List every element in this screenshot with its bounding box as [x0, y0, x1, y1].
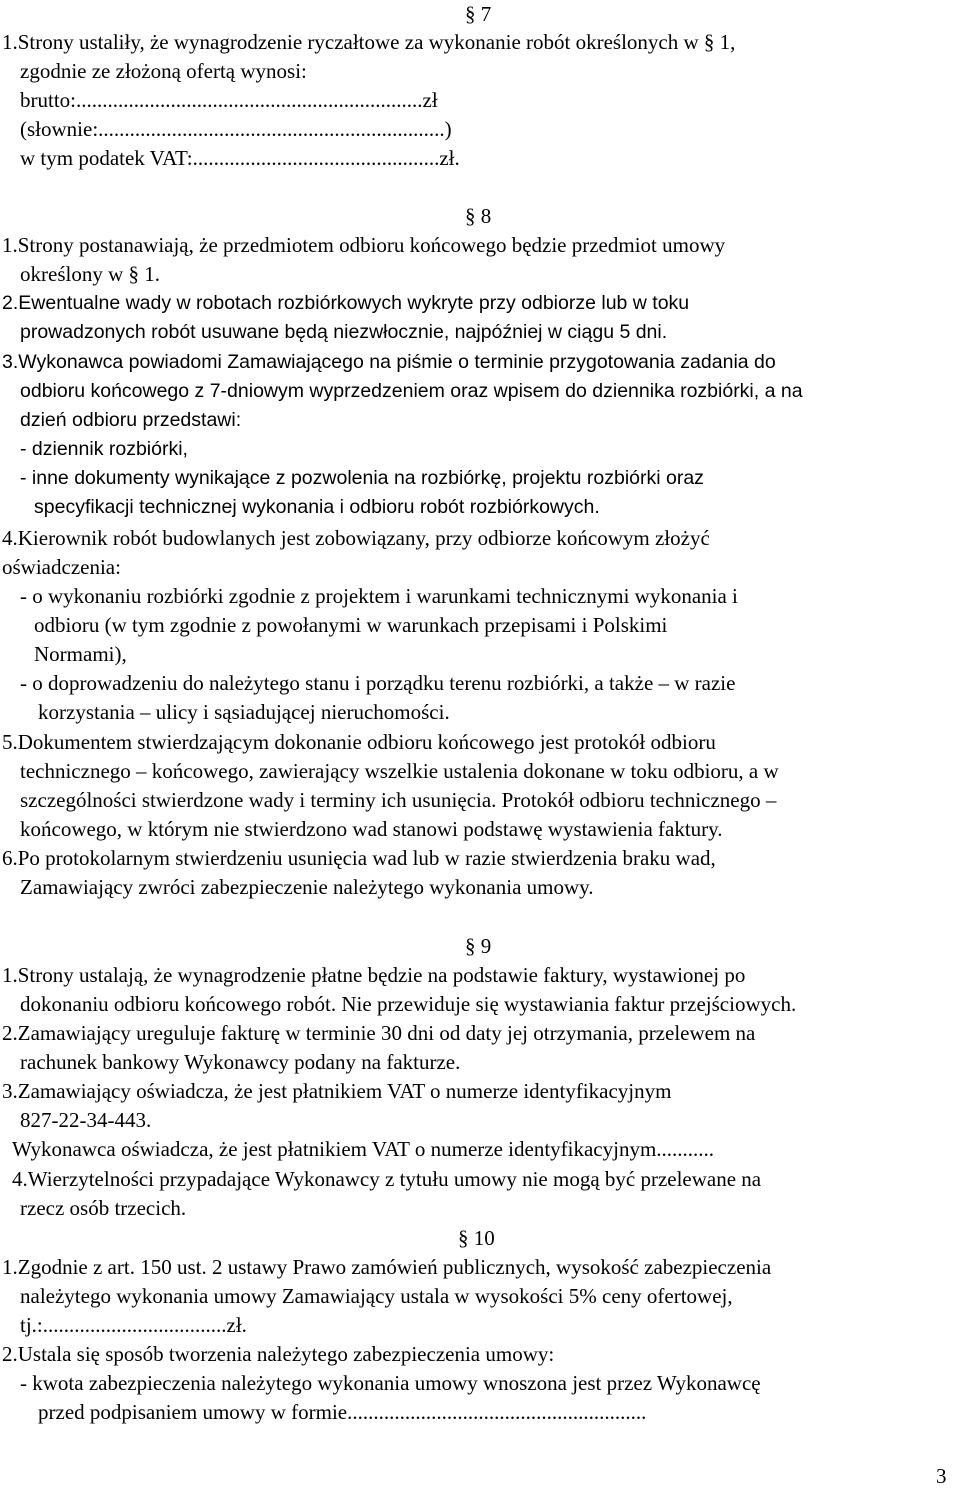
paragraph-line: szczególności stwierdzone wady i terminy ich usunięcia. Protokół odbioru technicznego – — [20, 788, 777, 812]
section-heading: § 10 — [458, 1226, 495, 1250]
paragraph-line: - o doprowadzeniu do należytego stanu i porządku terenu rozbiórki, a także – w razie — [20, 671, 736, 695]
paragraph-line: - inne dokumenty wynikające z pozwolenia na rozbiórkę, projektu rozbiórki oraz — [20, 467, 704, 489]
paragraph-line: - kwota zabezpieczenia należytego wykonania umowy wnoszona jest przez Wykonawcę — [20, 1371, 761, 1395]
paragraph-line: korzystania – ulicy i sąsiadującej nieruchomości. — [38, 700, 450, 724]
paragraph-line: 6.Po protokolarnym stwierdzeniu usunięcia wad lub w razie stwierdzenia braku wad, — [2, 846, 716, 870]
paragraph-line: brutto:..................................................................zł — [20, 88, 438, 112]
paragraph-line: 3.Zamawiający oświadcza, że jest płatnikiem VAT o numerze identyfikacyjnym — [2, 1079, 672, 1103]
paragraph-line: dokonaniu odbioru końcowego robót. Nie przewiduje się wystawiania faktur przejściowych. — [20, 992, 797, 1016]
paragraph-line: 2.Ustala się sposób tworzenia należytego zabezpieczenia umowy: — [2, 1342, 555, 1366]
paragraph-line: 2.Zamawiający ureguluje fakturę w terminie 30 dni od daty jej otrzymania, przelewem na — [2, 1021, 756, 1045]
paragraph-line: odbioru (w tym zgodnie z powołanymi w warunkach przepisami i Polskimi — [34, 613, 668, 637]
paragraph-line: należytego wykonania umowy Zamawiający ustala w wysokości 5% ceny ofertowej, — [20, 1284, 733, 1308]
paragraph-line: 1.Strony ustalają, że wynagrodzenie płatne będzie na podstawie faktury, wystawionej po — [2, 963, 746, 987]
paragraph-line: określony w § 1. — [20, 262, 160, 286]
paragraph-line: 1.Strony ustaliły, że wynagrodzenie ryczałtowe za wykonanie robót określonych w § 1, — [2, 30, 736, 54]
paragraph-line: końcowego, w którym nie stwierdzono wad stanowi podstawę wystawienia faktury. — [20, 817, 723, 841]
paragraph-line: rachunek bankowy Wykonawcy podany na fakturze. — [20, 1050, 461, 1074]
paragraph-line: 2.Ewentualne wady w robotach rozbiórkowych wykryte przy odbiorze lub w toku — [2, 292, 690, 314]
paragraph-line: Normami), — [34, 642, 127, 666]
page-number: 3 — [936, 1464, 947, 1488]
paragraph-line: technicznego – końcowego, zawierający wszelkie ustalenia dokonane w toku odbioru, a w — [20, 759, 779, 783]
section-heading: § 9 — [465, 934, 492, 958]
paragraph-line: 1.Zgodnie z art. 150 ust. 2 ustawy Prawo zamówień publicznych, wysokość zabezpieczenia — [2, 1255, 772, 1279]
paragraph-line: w tym podatek VAT:...............................................zł. — [20, 146, 460, 170]
paragraph-line: specyfikacji technicznej wykonania i odbioru robót rozbiórkowych. — [34, 496, 600, 518]
paragraph-line: 3.Wykonawca powiadomi Zamawiającego na piśmie o terminie przygotowania zadania do — [2, 351, 776, 373]
paragraph-line: rzecz osób trzecich. — [20, 1196, 187, 1220]
paragraph-line: przed podpisaniem umowy w formie......................................................... — [38, 1400, 647, 1424]
paragraph-line: 1.Strony postanawiają, że przedmiotem odbioru końcowego będzie przedmiot umowy — [2, 233, 726, 257]
paragraph-line: oświadczenia: — [2, 555, 121, 579]
paragraph-line: 4.Kierownik robót budowlanych jest zobowiązany, przy odbiorze końcowym złożyć — [2, 526, 710, 550]
paragraph-line: 827-22-34-443. — [20, 1108, 152, 1132]
paragraph-line: (słownie:..................................................................) — [20, 117, 452, 141]
paragraph-line: Zamawiający zwróci zabezpieczenie należytego wykonania umowy. — [20, 875, 594, 899]
section-heading: § 8 — [465, 204, 492, 228]
paragraph-line: 5.Dokumentem stwierdzającym dokonanie odbioru końcowego jest protokół odbioru — [2, 730, 716, 754]
paragraph-line: - o wykonaniu rozbiórki zgodnie z projektem i warunkami technicznymi wykonania i — [20, 584, 738, 608]
paragraph-line: tj.:...................................zł. — [20, 1313, 247, 1337]
paragraph-line: Wykonawca oświadcza, że jest płatnikiem VAT o numerze identyfikacyjnym........... — [12, 1137, 715, 1161]
paragraph-line: 4.Wierzytelności przypadające Wykonawcy z tytułu umowy nie mogą być przelewane na — [12, 1167, 762, 1191]
paragraph-line: dzień odbioru przedstawi: — [20, 409, 242, 431]
paragraph-line: odbioru końcowego z 7-dniowym wyprzedzeniem oraz wpisem do dziennika rozbiórki, a na — [20, 380, 803, 402]
section-heading: § 7 — [465, 2, 492, 26]
paragraph-line: zgodnie ze złożoną ofertą wynosi: — [20, 59, 307, 83]
paragraph-line: - dziennik rozbiórki, — [20, 438, 188, 460]
paragraph-line: prowadzonych robót usuwane będą niezwłocznie, najpóźniej w ciągu 5 dni. — [20, 321, 668, 343]
